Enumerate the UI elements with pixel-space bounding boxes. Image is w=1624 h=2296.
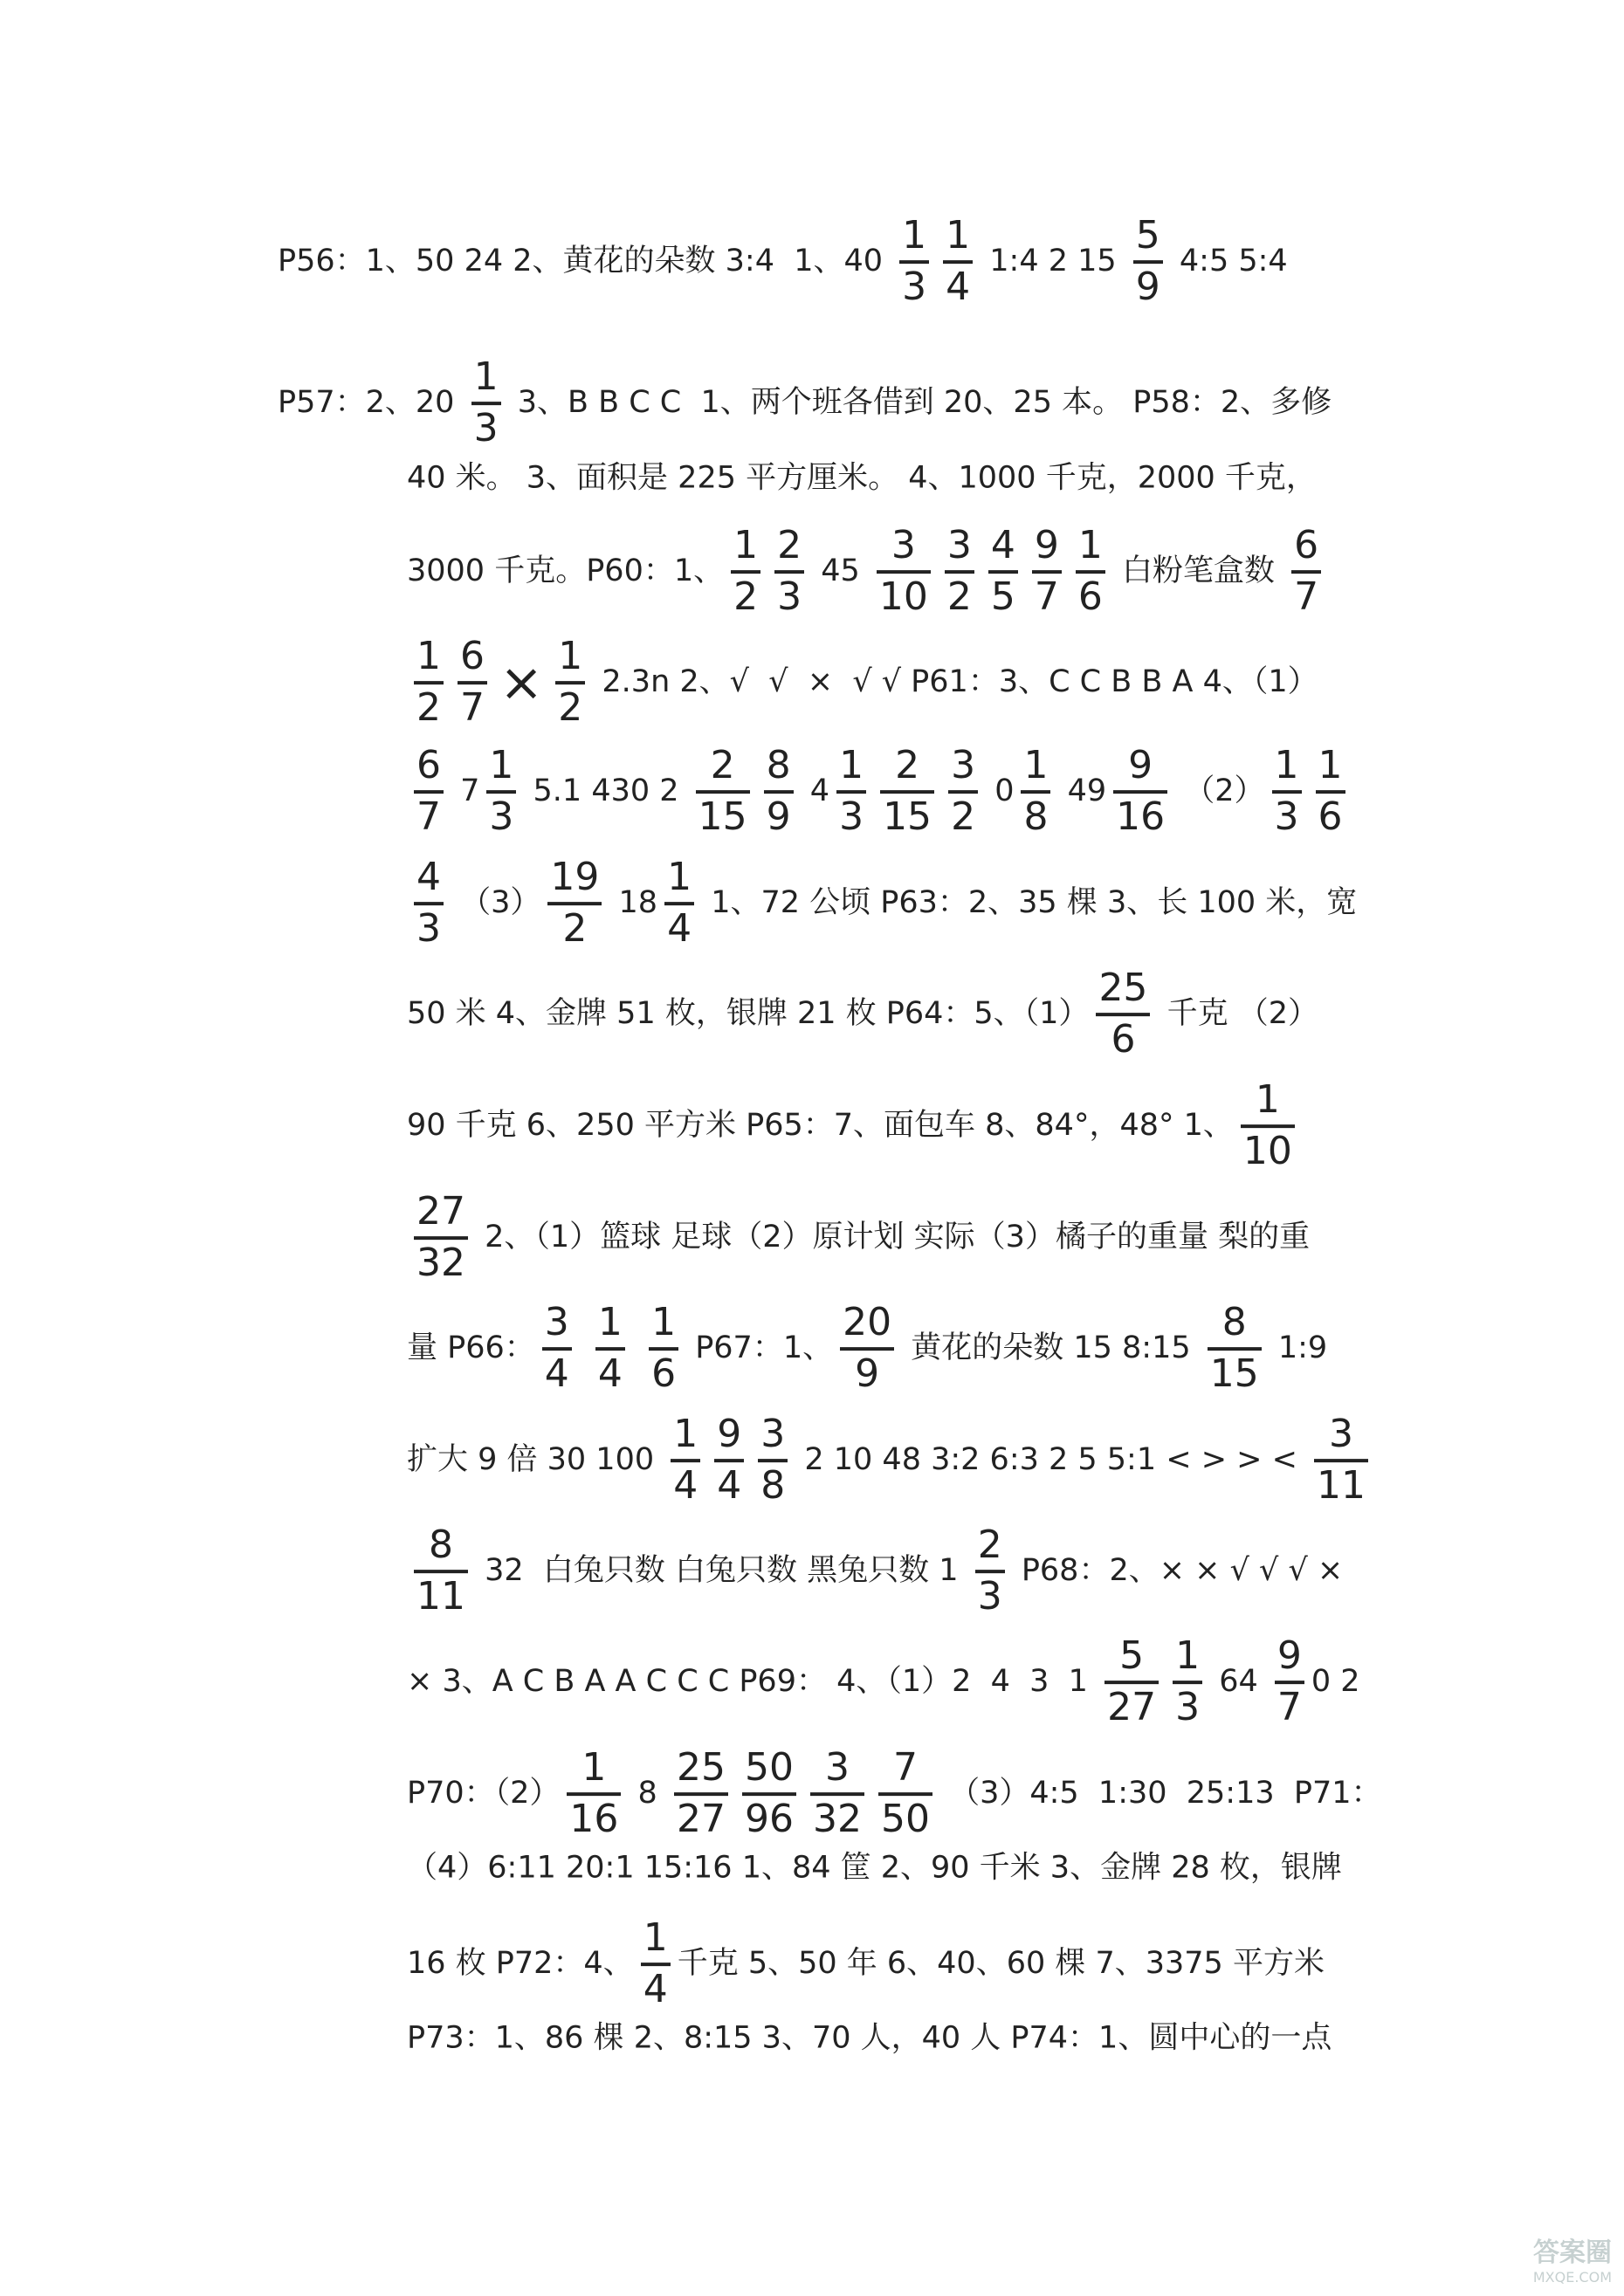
- answer-line: [407, 1915, 1325, 2011]
- fraction: [1208, 1300, 1262, 1396]
- fraction-denominator: 5: [990, 574, 1015, 619]
- fraction: [567, 1745, 621, 1841]
- fraction: [414, 1189, 468, 1285]
- fraction: [1241, 1077, 1295, 1173]
- answer-text: （3）: [451, 885, 541, 921]
- fraction: [649, 1300, 678, 1396]
- fraction-denominator: 9: [855, 1351, 880, 1396]
- fraction-denominator: 4: [667, 906, 692, 951]
- fraction: [1291, 523, 1321, 619]
- fraction-numerator: 3: [760, 1412, 786, 1457]
- fraction: [1314, 1412, 1368, 1508]
- fraction-denominator: 32: [812, 1797, 862, 1841]
- fraction-numerator: 1: [673, 1412, 698, 1457]
- fraction-numerator: 6: [416, 743, 441, 788]
- fraction: [878, 1745, 932, 1841]
- fraction-numerator: 8: [766, 743, 791, 788]
- fraction-denominator: 3: [473, 406, 499, 450]
- fraction-bar: [567, 1792, 621, 1796]
- fraction-bar: [774, 570, 804, 574]
- fraction-denominator: 9: [1135, 265, 1160, 309]
- fraction: [1096, 966, 1150, 1062]
- fraction-denominator: 3: [839, 794, 864, 839]
- fraction-denominator: 2: [951, 794, 976, 839]
- fraction-denominator: 2: [562, 906, 588, 951]
- fraction-numerator: 1: [489, 743, 514, 788]
- fraction: [1104, 1633, 1159, 1729]
- fraction-numerator: 9: [1128, 743, 1153, 788]
- fraction-bar: [1272, 790, 1302, 794]
- answer-text: [632, 1334, 642, 1365]
- fraction-denominator: 2: [946, 574, 972, 619]
- answer-text: 64: [1209, 1664, 1268, 1700]
- fraction-numerator: 6: [1294, 523, 1319, 568]
- fraction-denominator: 15: [698, 794, 747, 839]
- fraction-bar: [414, 681, 444, 684]
- fraction-denominator: 7: [1294, 574, 1319, 619]
- answer-text: 千克 5、50 年 6、40、60 棵 7、3375 平方米: [677, 1946, 1325, 1982]
- fraction-denominator: 3: [489, 794, 514, 839]
- fraction-bar: [414, 902, 444, 905]
- fraction-denominator: 4: [643, 1967, 668, 2011]
- answer-text: P67：1、: [685, 1330, 834, 1366]
- answer-text: [579, 1334, 588, 1365]
- fraction-bar: [1032, 570, 1062, 574]
- answer-line: [407, 1745, 1382, 1841]
- fraction: [1021, 743, 1050, 839]
- answer-text: 4: [800, 773, 830, 809]
- fraction: [810, 1745, 864, 1841]
- fraction-bar: [696, 790, 750, 794]
- fraction-bar: [641, 1963, 671, 1966]
- fraction: [764, 743, 794, 839]
- fraction-denominator: 3: [1175, 1685, 1201, 1729]
- fraction-denominator: 10: [1242, 1129, 1292, 1173]
- fraction: [674, 1745, 728, 1841]
- answer-text: 1、72 公顷 P63：2、35 棵 3、长 100 米，宽: [701, 885, 1358, 921]
- fraction: [1032, 523, 1062, 619]
- fraction-bar: [414, 1236, 468, 1240]
- fraction-numerator: 3: [824, 1745, 850, 1791]
- fraction-numerator: 25: [676, 1745, 726, 1791]
- answer-line: [407, 1523, 1344, 1619]
- fraction-bar: [1241, 1124, 1295, 1128]
- fraction-denominator: 16: [569, 1797, 619, 1841]
- fraction: [414, 743, 444, 839]
- fraction-numerator: 9: [1276, 1633, 1302, 1679]
- watermark-url: MXQE.COM: [1532, 2269, 1612, 2286]
- answer-text: 0 2: [1311, 1664, 1360, 1700]
- answer-line: [407, 966, 1318, 1062]
- fraction: [671, 1412, 700, 1508]
- fraction-bar: [458, 681, 487, 684]
- fraction-denominator: 32: [416, 1241, 465, 1285]
- answer-line: [407, 460, 1317, 496]
- fraction: [836, 743, 866, 839]
- answer-text: × 3、A C B A A C C C P69： 4、（1）2 4 3 1: [407, 1664, 1098, 1700]
- fraction: [595, 1300, 625, 1396]
- answer-text: （3）4:5 1:30 25:13 P71：: [939, 1776, 1382, 1811]
- fraction: [641, 1915, 671, 2011]
- answer-text: 4:5 5:4: [1169, 244, 1288, 279]
- fraction-denominator: 7: [460, 685, 485, 730]
- answer-text: 黄花的朵数 15 8:15: [901, 1330, 1201, 1366]
- fraction-denominator: 2: [558, 685, 583, 730]
- fraction-numerator: 1: [651, 1300, 677, 1345]
- fraction: [731, 523, 760, 619]
- answer-line: [407, 1189, 1311, 1285]
- answer-line: [407, 1633, 1360, 1729]
- fraction: [758, 1412, 788, 1508]
- fraction: [1133, 213, 1163, 309]
- fraction-numerator: 3: [891, 523, 916, 568]
- fraction-bar: [486, 790, 516, 794]
- fraction-numerator: 2: [895, 743, 920, 788]
- answer-text: 7: [451, 773, 480, 809]
- fraction-bar: [1275, 1681, 1304, 1684]
- fraction-bar: [758, 1459, 788, 1462]
- fraction: [714, 1412, 744, 1508]
- fraction: [1275, 1633, 1304, 1729]
- fraction-bar: [1113, 790, 1167, 794]
- answer-line: [278, 213, 1288, 309]
- answer-text: 1:4 2 15: [980, 244, 1126, 279]
- fraction-bar: [880, 790, 934, 794]
- fraction-bar: [1133, 260, 1163, 264]
- fraction-numerator: 1: [581, 1745, 607, 1791]
- fraction: [1076, 523, 1105, 619]
- fraction: [840, 1300, 894, 1396]
- fraction-bar: [1208, 1347, 1262, 1351]
- fraction-denominator: 4: [597, 1351, 623, 1396]
- fraction-bar: [671, 1459, 700, 1462]
- fraction-bar: [649, 1347, 678, 1351]
- fraction-bar: [542, 1347, 572, 1351]
- fraction-numerator: 1: [1175, 1633, 1201, 1679]
- answer-text: 1:9: [1268, 1330, 1328, 1366]
- answer-line: [407, 2020, 1332, 2056]
- fraction-denominator: 3: [777, 574, 802, 619]
- answer-line: [407, 1077, 1302, 1173]
- fraction-bar: [764, 790, 794, 794]
- fraction-denominator: 27: [676, 1797, 726, 1841]
- answer-line: [407, 1850, 1342, 1886]
- answer-line: [407, 523, 1328, 619]
- answer-text: 50 米 4、金牌 51 枚，银牌 21 枚 P64：5、（1）: [407, 996, 1090, 1032]
- fraction-numerator: 8: [429, 1523, 453, 1568]
- fraction-bar: [840, 1347, 894, 1351]
- fraction-denominator: 8: [760, 1463, 786, 1508]
- answer-text: 40 米。 3、面积是 225 平方厘米。 4、1000 千克，2000 千克，: [407, 460, 1317, 496]
- answer-text: P68：2、× × √ √ √ ×: [1011, 1553, 1344, 1589]
- times-symbol: ×: [499, 652, 544, 713]
- fraction-denominator: 3: [1274, 794, 1299, 839]
- fraction-numerator: 4: [990, 523, 1015, 568]
- fraction-denominator: 6: [1111, 1017, 1136, 1062]
- watermark-text: 答案圈: [1533, 2238, 1612, 2268]
- fraction-numerator: 5: [1119, 1633, 1145, 1679]
- fraction: [414, 855, 444, 951]
- fraction-numerator: 8: [1221, 1300, 1247, 1345]
- fraction: [1272, 743, 1302, 839]
- answer-line: [407, 855, 1358, 951]
- answer-text: 18: [609, 885, 658, 921]
- fraction: [547, 855, 602, 951]
- fraction-numerator: 1: [1255, 1077, 1280, 1123]
- fraction-bar: [674, 1792, 728, 1796]
- fraction-bar: [836, 790, 866, 794]
- fraction-numerator: 1: [597, 1300, 623, 1345]
- fraction-bar: [547, 902, 602, 905]
- answer-text: P70：（2）: [407, 1776, 561, 1811]
- answer-line: [407, 743, 1352, 839]
- fraction-bar: [414, 1570, 468, 1573]
- fraction-bar: [877, 570, 931, 574]
- fraction: [458, 634, 487, 730]
- fraction-bar: [1096, 1013, 1150, 1016]
- fraction-numerator: 1: [643, 1915, 668, 1961]
- fraction-denominator: 2: [733, 574, 759, 619]
- fraction-bar: [1314, 1459, 1368, 1462]
- fraction-denominator: 3: [977, 1574, 1002, 1619]
- fraction-denominator: 2: [416, 685, 441, 730]
- fraction-bar: [471, 402, 501, 405]
- fraction-numerator: 27: [416, 1189, 465, 1234]
- fraction-denominator: 7: [1034, 574, 1059, 619]
- fraction-numerator: 25: [1098, 966, 1148, 1011]
- fraction: [664, 855, 694, 951]
- answer-text: P73：1、86 棵 2、8:15 3、70 人，40 人 P74：1、圆中心的一点: [407, 2020, 1332, 2056]
- fraction-bar: [975, 1570, 1005, 1573]
- answer-line: [407, 634, 1318, 730]
- fraction-numerator: 1: [1023, 743, 1049, 788]
- answer-text: 千克 （2）: [1157, 996, 1318, 1032]
- fraction-bar: [595, 1347, 625, 1351]
- fraction: [945, 523, 974, 619]
- fraction-numerator: 1: [733, 523, 759, 568]
- answer-text: 3000 千克。P60：1、: [407, 553, 725, 589]
- fraction-denominator: 6: [651, 1351, 677, 1396]
- fraction-numerator: 50: [744, 1745, 794, 1791]
- answer-line: [278, 354, 1332, 450]
- fraction-denominator: 15: [1209, 1351, 1259, 1396]
- fraction-bar: [943, 260, 973, 264]
- fraction-numerator: 1: [473, 354, 499, 400]
- fraction-numerator: 1: [902, 213, 927, 258]
- answer-text: 8: [628, 1776, 667, 1811]
- fraction-numerator: 2: [777, 523, 802, 568]
- fraction-numerator: 5: [1135, 213, 1160, 258]
- fraction: [1316, 743, 1345, 839]
- fraction-bar: [664, 902, 694, 905]
- fraction-numerator: 19: [550, 855, 600, 900]
- fraction-denominator: 10: [878, 574, 928, 619]
- fraction-bar: [714, 1459, 744, 1462]
- fraction: [948, 743, 978, 839]
- fraction: [988, 523, 1018, 619]
- fraction-denominator: 4: [946, 265, 971, 309]
- fraction-denominator: 7: [416, 794, 441, 839]
- fraction: [899, 213, 929, 309]
- fraction-bar: [948, 790, 978, 794]
- fraction-bar: [742, 1792, 796, 1796]
- answer-text: 90 千克 6、250 平方米 P65：7、面包车 8、84°，48° 1、: [407, 1108, 1234, 1144]
- fraction-bar: [731, 570, 760, 574]
- fraction-denominator: 7: [1276, 1685, 1302, 1729]
- fraction: [975, 1523, 1005, 1619]
- fraction-numerator: 1: [416, 634, 441, 679]
- answer-text: 白粉笔盒数: [1111, 553, 1285, 589]
- fraction-numerator: 2: [710, 743, 735, 788]
- fraction-numerator: 1: [946, 213, 971, 258]
- fraction-numerator: 3: [951, 743, 976, 788]
- fraction-denominator: 11: [416, 1574, 465, 1619]
- fraction-bar: [1021, 790, 1050, 794]
- answer-text: 扩大 9 倍 30 100: [407, 1442, 664, 1478]
- fraction-numerator: 2: [977, 1523, 1002, 1568]
- fraction: [555, 634, 585, 730]
- fraction-numerator: 1: [558, 634, 583, 679]
- fraction-denominator: 11: [1317, 1463, 1366, 1508]
- fraction-denominator: 6: [1318, 794, 1343, 839]
- fraction-denominator: 16: [1116, 794, 1166, 839]
- fraction: [414, 1523, 468, 1619]
- fraction-denominator: 4: [717, 1463, 742, 1508]
- fraction-numerator: 3: [946, 523, 972, 568]
- answer-text: 2、（1）篮球 足球（2）原计划 实际（3）橘子的重量 梨的重: [475, 1220, 1311, 1255]
- answer-text: （2）: [1174, 773, 1265, 809]
- answer-line: [407, 1300, 1328, 1396]
- fraction-denominator: 8: [1023, 794, 1049, 839]
- answer-text: P57：2、20: [278, 385, 464, 421]
- fraction: [877, 523, 931, 619]
- fraction: [742, 1745, 796, 1841]
- answer-text: 量 P66：: [407, 1330, 535, 1366]
- fraction: [542, 1300, 572, 1396]
- fraction-bar: [988, 570, 1018, 574]
- fraction-numerator: 20: [843, 1300, 892, 1345]
- fraction-denominator: 9: [766, 794, 791, 839]
- answer-text: 49: [1057, 773, 1107, 809]
- fraction-denominator: 4: [544, 1351, 569, 1396]
- fraction-denominator: 6: [1077, 574, 1103, 619]
- fraction: [414, 634, 444, 730]
- fraction-numerator: 1: [1274, 743, 1299, 788]
- fraction: [943, 213, 973, 309]
- fraction: [880, 743, 934, 839]
- fraction: [696, 743, 750, 839]
- fraction-numerator: 1: [1077, 523, 1103, 568]
- answer-text: P56：1、50 24 2、黄花的朵数 3:4 1、40: [278, 244, 893, 279]
- answer-line: [407, 1412, 1375, 1508]
- answer-text: 16 枚 P72：4、: [407, 1946, 634, 1982]
- fraction: [471, 354, 501, 450]
- answer-text: 2 10 48 3:2 6:3 2 5 5:1 < > > <: [795, 1442, 1308, 1478]
- fraction-numerator: 3: [544, 1300, 569, 1345]
- fraction: [1173, 1633, 1202, 1729]
- fraction-bar: [1291, 570, 1321, 574]
- fraction-numerator: 9: [1034, 523, 1059, 568]
- fraction-bar: [555, 681, 585, 684]
- fraction-bar: [945, 570, 974, 574]
- fraction: [486, 743, 516, 839]
- fraction: [1113, 743, 1167, 839]
- answer-text: 5.1 430 2: [523, 773, 689, 809]
- answer-text: 45: [811, 553, 870, 589]
- fraction-bar: [1316, 790, 1345, 794]
- fraction-denominator: 3: [416, 906, 441, 951]
- fraction-denominator: 15: [883, 794, 932, 839]
- fraction-numerator: 1: [1318, 743, 1343, 788]
- fraction-denominator: 27: [1107, 1685, 1157, 1729]
- answer-text: 3、B B C C 1、两个班各借到 20、25 本。 P58：2、多修: [507, 385, 1332, 421]
- fraction-numerator: 1: [667, 855, 692, 900]
- fraction-bar: [810, 1792, 864, 1796]
- watermark-logo: [1533, 2231, 1612, 2286]
- fraction-bar: [1104, 1681, 1159, 1684]
- fraction-denominator: 3: [902, 265, 927, 309]
- fraction-numerator: 4: [416, 855, 441, 900]
- fraction-numerator: 9: [717, 1412, 742, 1457]
- fraction-denominator: 96: [744, 1797, 794, 1841]
- answer-text: （4）6:11 20:1 15:16 1、84 筐 2、90 千米 3、金牌 28 枚，银牌: [407, 1850, 1342, 1886]
- fraction-bar: [899, 260, 929, 264]
- answer-text: 0: [985, 773, 1015, 809]
- fraction: [774, 523, 804, 619]
- fraction-bar: [1076, 570, 1105, 574]
- fraction-bar: [1173, 1681, 1202, 1684]
- fraction-numerator: 7: [892, 1745, 918, 1791]
- fraction-numerator: 6: [460, 634, 485, 679]
- fraction-numerator: 1: [839, 743, 864, 788]
- fraction-bar: [414, 790, 444, 794]
- answer-text: 2.3n 2、√ √ × √ √ P61：3、C C B B A 4、（1）: [592, 664, 1318, 700]
- fraction-denominator: 50: [880, 1797, 930, 1841]
- fraction-denominator: 4: [673, 1463, 698, 1508]
- fraction-bar: [878, 1792, 932, 1796]
- fraction-numerator: 3: [1329, 1412, 1354, 1457]
- answer-text: 32 白兔只数 白兔只数 黑兔只数 1: [475, 1553, 968, 1589]
